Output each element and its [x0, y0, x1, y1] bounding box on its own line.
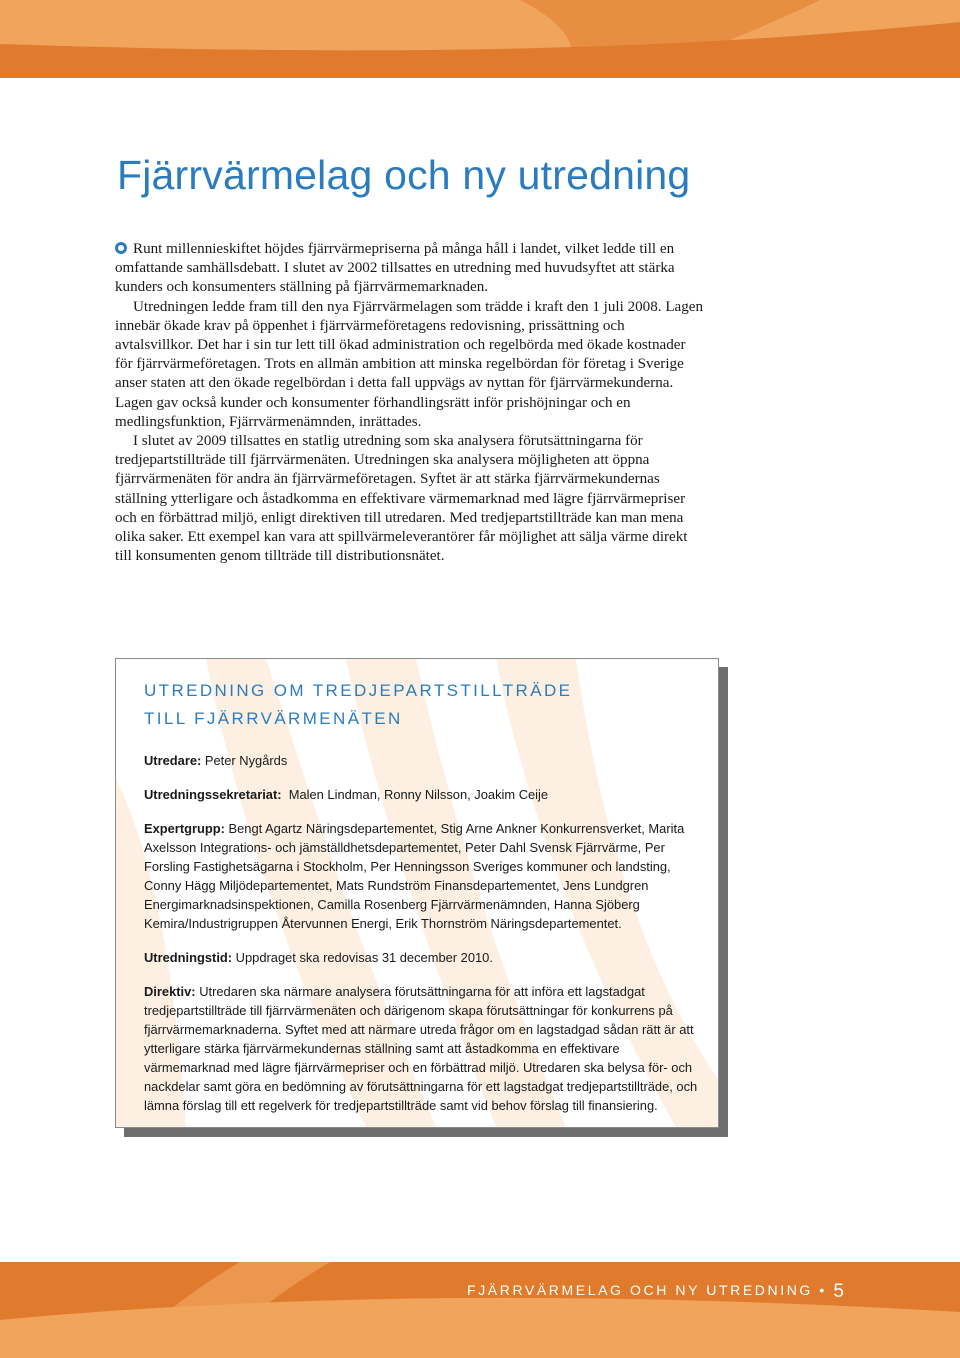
- utredare-row: [144, 751, 704, 770]
- body-paragraph-3: I slutet av 2009 tillsattes en statlig utredning som ska analysera förutsättningarna för tredjepartstillträde till fjärrvärmenäten. Utredningen ska analysera möjligheten att öppna fjärrvärmenäten för andra än fjärrvärmeföretagen. Syftet är att stärka fjärrvärmekundernas ställning ytterligare och åstadkomma en effektivare värmemarknad med lägre fjärrvärmepriser och en förbättrad miljö, enligt direktiven till utredaren. Med tredjepartstillträde kan man mena olika saker. Ett exempel kan vara att spillvärmeleverantörer får möjlighet att sälja värme direkt till konsumenten genom tillträde till distributionsnätet.: [115, 433, 688, 565]
- expertgrupp-label: Expertgrupp:: [144, 821, 225, 836]
- direktiv-row: [144, 982, 704, 1115]
- utredningstid-label: Utredningstid:: [144, 950, 233, 965]
- page-footer: [467, 1281, 844, 1303]
- page-title: Fjärrvärmelag och ny utredning: [117, 152, 691, 198]
- box-content: [144, 677, 704, 1128]
- top-decorative-band: [0, 0, 960, 78]
- footer-section-title: FJÄRRVÄRMELAG OCH NY UTREDNING: [467, 1282, 813, 1298]
- page-number: 5: [833, 1281, 844, 1302]
- circle-bullet-icon: [115, 242, 127, 254]
- utredare-label: Utredare:: [144, 753, 202, 768]
- sekretariat-value: Malen Lindman, Ronny Nilsson, Joakim Ceije: [288, 787, 549, 802]
- sekretariat-row: [144, 785, 704, 804]
- box-title: [144, 677, 704, 733]
- utredningstid-value: Uppdraget ska redovisas 31 december 2010.: [235, 950, 493, 965]
- utredare-value: Peter Nygårds: [204, 753, 288, 768]
- body-paragraph-2: Utredningen ledde fram till den nya Fjärrvärmelagen som trädde i kraft den 1 juli 2008. Lagen innebär ökade krav på öppenhet i fjärrvärmeföretagens redovisning, prissättning och avtalsvillkor. Det har i sin tur lett till ökad administration och regelbörda med ökade kostnader för fjärrvärmeföretagen. Trots en allmän ambition att minska regelbördan för företag i Sverige anser staten att den ökade regelbördan i detta fall uppvägs av nyttan för fjärrvärmekunderna. Lagen gav också kunder och konsumenter förhandlingsrätt inför prishöjningar och en medlingsfunktion, Fjärrvärmenämnden, inrättades.: [115, 298, 704, 430]
- bottom-decorative-band: [0, 1262, 960, 1358]
- body-text: [115, 240, 705, 566]
- expertgrupp-row: [144, 819, 704, 933]
- footer-separator: •: [819, 1282, 827, 1298]
- box-title-line-1: UTREDNING OM TREDJEPARTSTILLTRÄDE: [144, 681, 573, 700]
- body-paragraph-1: [115, 240, 705, 298]
- box-title-line-2: TILL FJÄRRVÄRMENÄTEN: [144, 709, 403, 728]
- direktiv-label: Direktiv:: [144, 984, 196, 999]
- expertgrupp-value: Bengt Agartz Näringsdepartementet, Stig Arne Ankner Konkurrensverket, Marita Axelsson Integrations- och jämställdhetsdepartementet, Peter Dahl Svensk Fjärrvärme, Per Forsling Fastighetsägarna i Stockholm, Per Henningsson Sveriges kommuner och landsting, Conny Hägg Miljödepartementet, Mats Rundström Finansdepartementet, Jens Lundgren Energimarknadsinspektionen, Camilla Rosenberg Fjärrvärmenämnden, Hanna Sjöberg Kemira/Industrigruppen Återvunnen Energi, Erik Thornström Näringsdepartementet.: [144, 821, 685, 931]
- investigation-info-box: [115, 658, 719, 1128]
- sekretariat-label: Utredningssekretariat:: [144, 787, 282, 802]
- utredningstid-row: [144, 948, 704, 967]
- body-paragraph-1-text: Runt millennieskiftet höjdes fjärrvärmepriserna på många håll i landet, vilket ledde till en omfattande samhällsdebatt. I slutet av 2002 tillsattes en utredning med huvudsyftet att stärka kunders och konsumenters ställning på fjärrvärmemarknaden.: [115, 241, 675, 296]
- direktiv-value: Utredaren ska närmare analysera förutsättningarna för att införa ett lagstadgat tredjepartstillträde till fjärrvärmenäten och därigenom skapa förutsättningar för konkurrens på fjärrvärmemarknaderna. Syftet med att närmare utreda frågor om en lagstadgad sådan rätt är att ytterligare stärka fjärrvärmekundernas ställning samt att åstadkomma en effektivare värmemarknad med lägre fjärrvärmepriser och en förbättrad miljö. Utredaren ska belysa för- och nackdelar samt göra en bedömning av förutsättningarna för ett lagstadgat tredjepartstillträde, och lämna förslag till ett regelverk för tredjepartstillträde samt vid behov förslag till finansiering.: [144, 984, 698, 1113]
